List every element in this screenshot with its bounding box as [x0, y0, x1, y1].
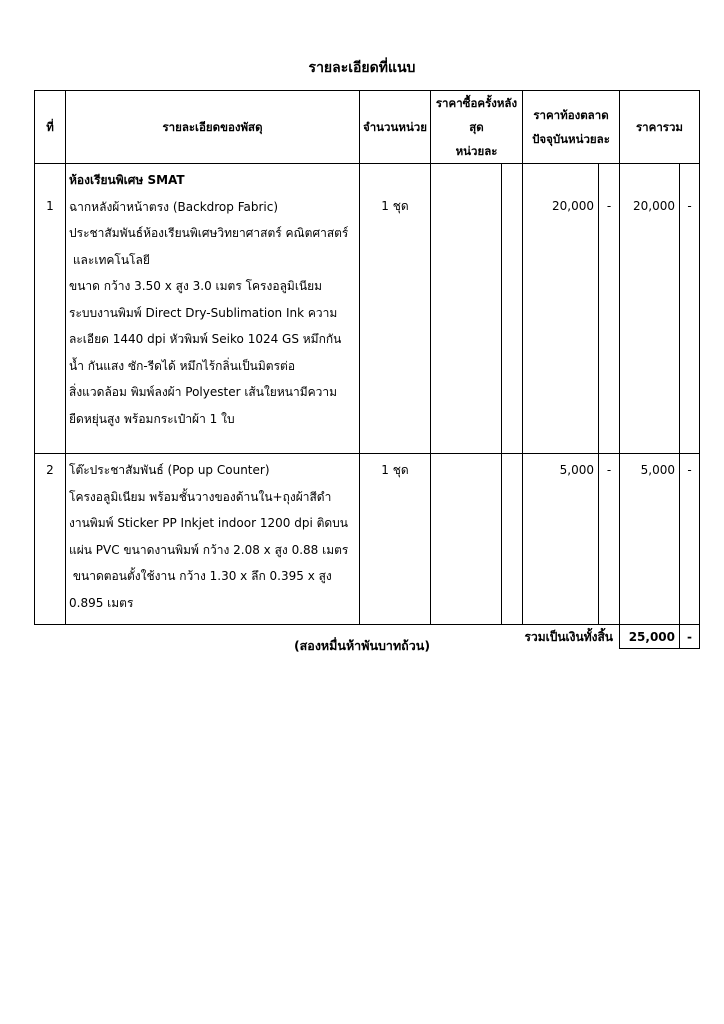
last-price-cell [431, 454, 502, 625]
market-price-dash: - [599, 454, 620, 625]
header-market-price [523, 91, 620, 164]
table-row [35, 164, 700, 454]
item-quantity: 1 ชุด [360, 164, 431, 454]
item-description-line: ยืดหยุ่นสูง พร้อมกระเป๋าผ้า 1 ใบ [69, 411, 235, 426]
grand-total-label: รวมเป็นเงินทั้งสิ้น [524, 629, 613, 644]
item-description-line: ละเอียด 1440 dpi หัวพิมพ์ Seiko 1024 GS หมึกกัน [69, 332, 342, 346]
table-header-row [35, 91, 700, 164]
header-total: ราคารวม [620, 91, 700, 164]
market-price-dash: - [599, 164, 620, 454]
item-quantity: 1 ชุด [360, 454, 431, 625]
item-description [66, 164, 360, 454]
item-description-line: ขนาดตอนตั้งใช้งาน กว้าง 1.30 x ลึก 0.395 x สูง [69, 569, 332, 583]
market-price: 20,000 [523, 164, 599, 454]
item-number: 2 [35, 454, 66, 625]
item-description-line: แผ่น PVC ขนาดงานพิมพ์ กว้าง 2.08 x สูง 0.88 เมตร [69, 542, 349, 557]
item-description-line: 0.895 เมตร [69, 595, 134, 610]
grand-total-value: 25,000 [620, 625, 680, 649]
last-price-dash-cell [502, 164, 523, 454]
header-last-purchase-line2: หน่วยละ [455, 144, 498, 158]
item-description-line: โครงอลูมิเนียม พร้อมชั้นวางของด้านใน+ถุงผ้าสีดำ [69, 489, 332, 504]
item-description-line: โต๊ะประชาสัมพันธ์ (Pop up Counter) [69, 463, 270, 477]
item-description-line: และเทคโนโลยี [69, 252, 150, 267]
header-description: รายละเอียดของพัสดุ [66, 91, 360, 164]
item-description-line: งานพิมพ์ Sticker PP Inkjet indoor 1200 dpi ติดบน [69, 516, 348, 530]
document-title: รายละเอียดที่แนบ [308, 60, 416, 76]
header-last-purchase-price [431, 91, 523, 164]
amount-in-words: (สองหมื่นห้าพันบาทถ้วน) [293, 638, 431, 653]
header-no: ที่ [35, 91, 66, 164]
item-description-line: ห้องเรียนพิเศษ SMAT [69, 173, 185, 187]
item-description-line: สิ่งแวดล้อม พิมพ์ลงผ้า Polyester เส้นใยหนามีความ [69, 385, 338, 399]
item-description [66, 454, 360, 625]
item-description-line: ระบบงานพิมพ์ Direct Dry-Sublimation Ink ความ [69, 305, 338, 320]
item-total: 5,000 [620, 454, 680, 625]
market-price: 5,000 [523, 454, 599, 625]
header-market-line2: ปัจจุบันหน่วยละ [532, 132, 610, 146]
table-row [35, 454, 700, 625]
item-number: 1 [35, 164, 66, 454]
item-description-line: ฉากหลังผ้าหน้าตรง (Backdrop Fabric) [69, 199, 279, 214]
item-total-dash: - [680, 454, 700, 625]
item-total: 20,000 [620, 164, 680, 454]
last-price-cell [431, 164, 502, 454]
item-total-dash: - [680, 164, 700, 454]
grand-total-dash: - [680, 625, 700, 649]
item-description-line: ขนาด กว้าง 3.50 x สูง 3.0 เมตร โครงอลูมิเนียม [69, 279, 323, 293]
item-description-line: น้ำ กันแสง ซัก-รีดได้ หมึกไร้กลิ่นเป็นมิตรต่อ [69, 358, 296, 373]
item-description-line: ประชาสัมพันธ์ห้องเรียนพิเศษวิทยาศาสตร์ คณิตศาสตร์ [69, 226, 349, 240]
header-last-purchase-line1: ราคาซื้อครั้งหลังสุด [435, 96, 518, 134]
last-price-dash-cell [502, 454, 523, 625]
header-quantity: จำนวนหน่วย [360, 91, 431, 164]
items-table [34, 90, 700, 649]
header-market-line1: ราคาท้องตลาด [533, 108, 609, 122]
